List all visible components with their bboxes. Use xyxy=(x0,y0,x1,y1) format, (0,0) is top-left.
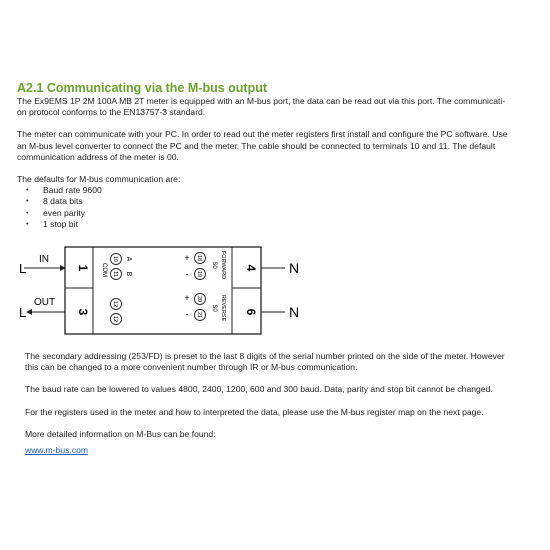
in-label: IN xyxy=(39,254,49,265)
section-content xyxy=(17,81,533,230)
secondary-line-1: The secondary addressing (253/FD) is preset to the last 8 digits of the serial number printed on the side of the meter. However xyxy=(25,351,505,361)
line-l-bottom: L xyxy=(19,305,27,320)
plus-sign-1: + xyxy=(184,253,190,263)
terminal-12b: 12 xyxy=(112,315,118,323)
baud-note: The baud rate can be lowered to values 4800, 2400, 1200, 600 and 300 baud. Data, parity and stop bit cannot be changed. xyxy=(25,384,493,395)
a-label: A xyxy=(125,256,132,262)
terminal-21: 21 xyxy=(196,311,202,319)
line-n-top: N xyxy=(289,260,300,276)
terminal-12: 12 xyxy=(112,300,118,308)
intro-line-1: The Ex9EMS 1P 2M 100A MB 2T meter is equipped with an M-bus port, the data can be read out via this port. The communicati- xyxy=(17,96,506,106)
terminal-18: 18 xyxy=(196,254,202,262)
b-label: B xyxy=(125,271,132,277)
list-item: • even parity xyxy=(17,208,533,219)
list-item: • 8 data bits xyxy=(17,196,533,207)
out-label: OUT xyxy=(34,297,56,308)
terminal-1: 1 xyxy=(76,264,90,272)
com-label: COM xyxy=(101,263,107,277)
minus-sign-2: - xyxy=(185,309,189,319)
registers-note: For the registers used in the meter and how to interpreted the data, please use the M-bus register map on the next page. xyxy=(25,406,484,417)
line-l-top: L xyxy=(19,261,27,276)
line-n-bottom: N xyxy=(289,304,300,320)
terminal-10: 10 xyxy=(112,255,118,263)
pc-line-2: an M-bus level converter to connect the PC and the meter. The cable should be connected to terminals 10 and 11. The default xyxy=(17,140,496,151)
plus-sign-2: + xyxy=(184,293,190,303)
terminal-3: 3 xyxy=(76,308,90,316)
minus-sign-1: - xyxy=(185,269,189,279)
list-item: • Baud rate 9600 xyxy=(17,185,533,196)
terminal-11: 11 xyxy=(112,271,118,277)
section-heading: A2.1 Communicating via the M-bus output xyxy=(17,81,268,95)
wiring-diagram xyxy=(17,244,317,339)
s0-label-2: S0 xyxy=(211,304,217,312)
pc-line-3: communication address of the meter is 00. xyxy=(17,151,179,162)
notes-content xyxy=(25,351,535,458)
terminal-19: 19 xyxy=(196,270,202,278)
terminal-20: 20 xyxy=(196,295,202,303)
terminal-6: 6 xyxy=(244,308,258,316)
secondary-line-2: this can be changed to a more convenient number through IR or M-bus communication. xyxy=(25,362,358,373)
defaults-list xyxy=(17,185,533,230)
intro-line-2: on protocol conforms to the EN13757-3 standard. xyxy=(17,107,206,118)
terminal-4: 4 xyxy=(244,264,258,272)
pc-line-1: The meter can communicate with your PC. In order to read out the meter registers first install and configure the PC software. Use xyxy=(17,129,508,140)
more-info-text: More detailed information on M-Bus can be found: xyxy=(25,428,216,439)
list-item: • 1 stop bit xyxy=(17,219,533,230)
mbus-website-link[interactable]: www.m-bus.com xyxy=(25,445,89,456)
reverse-label: REVERSE xyxy=(220,294,226,322)
defaults-intro: The defaults for M-bus communication are: xyxy=(17,174,181,185)
forward-label: FORWARD xyxy=(220,250,226,280)
s0-label-1: S0 xyxy=(211,261,217,269)
